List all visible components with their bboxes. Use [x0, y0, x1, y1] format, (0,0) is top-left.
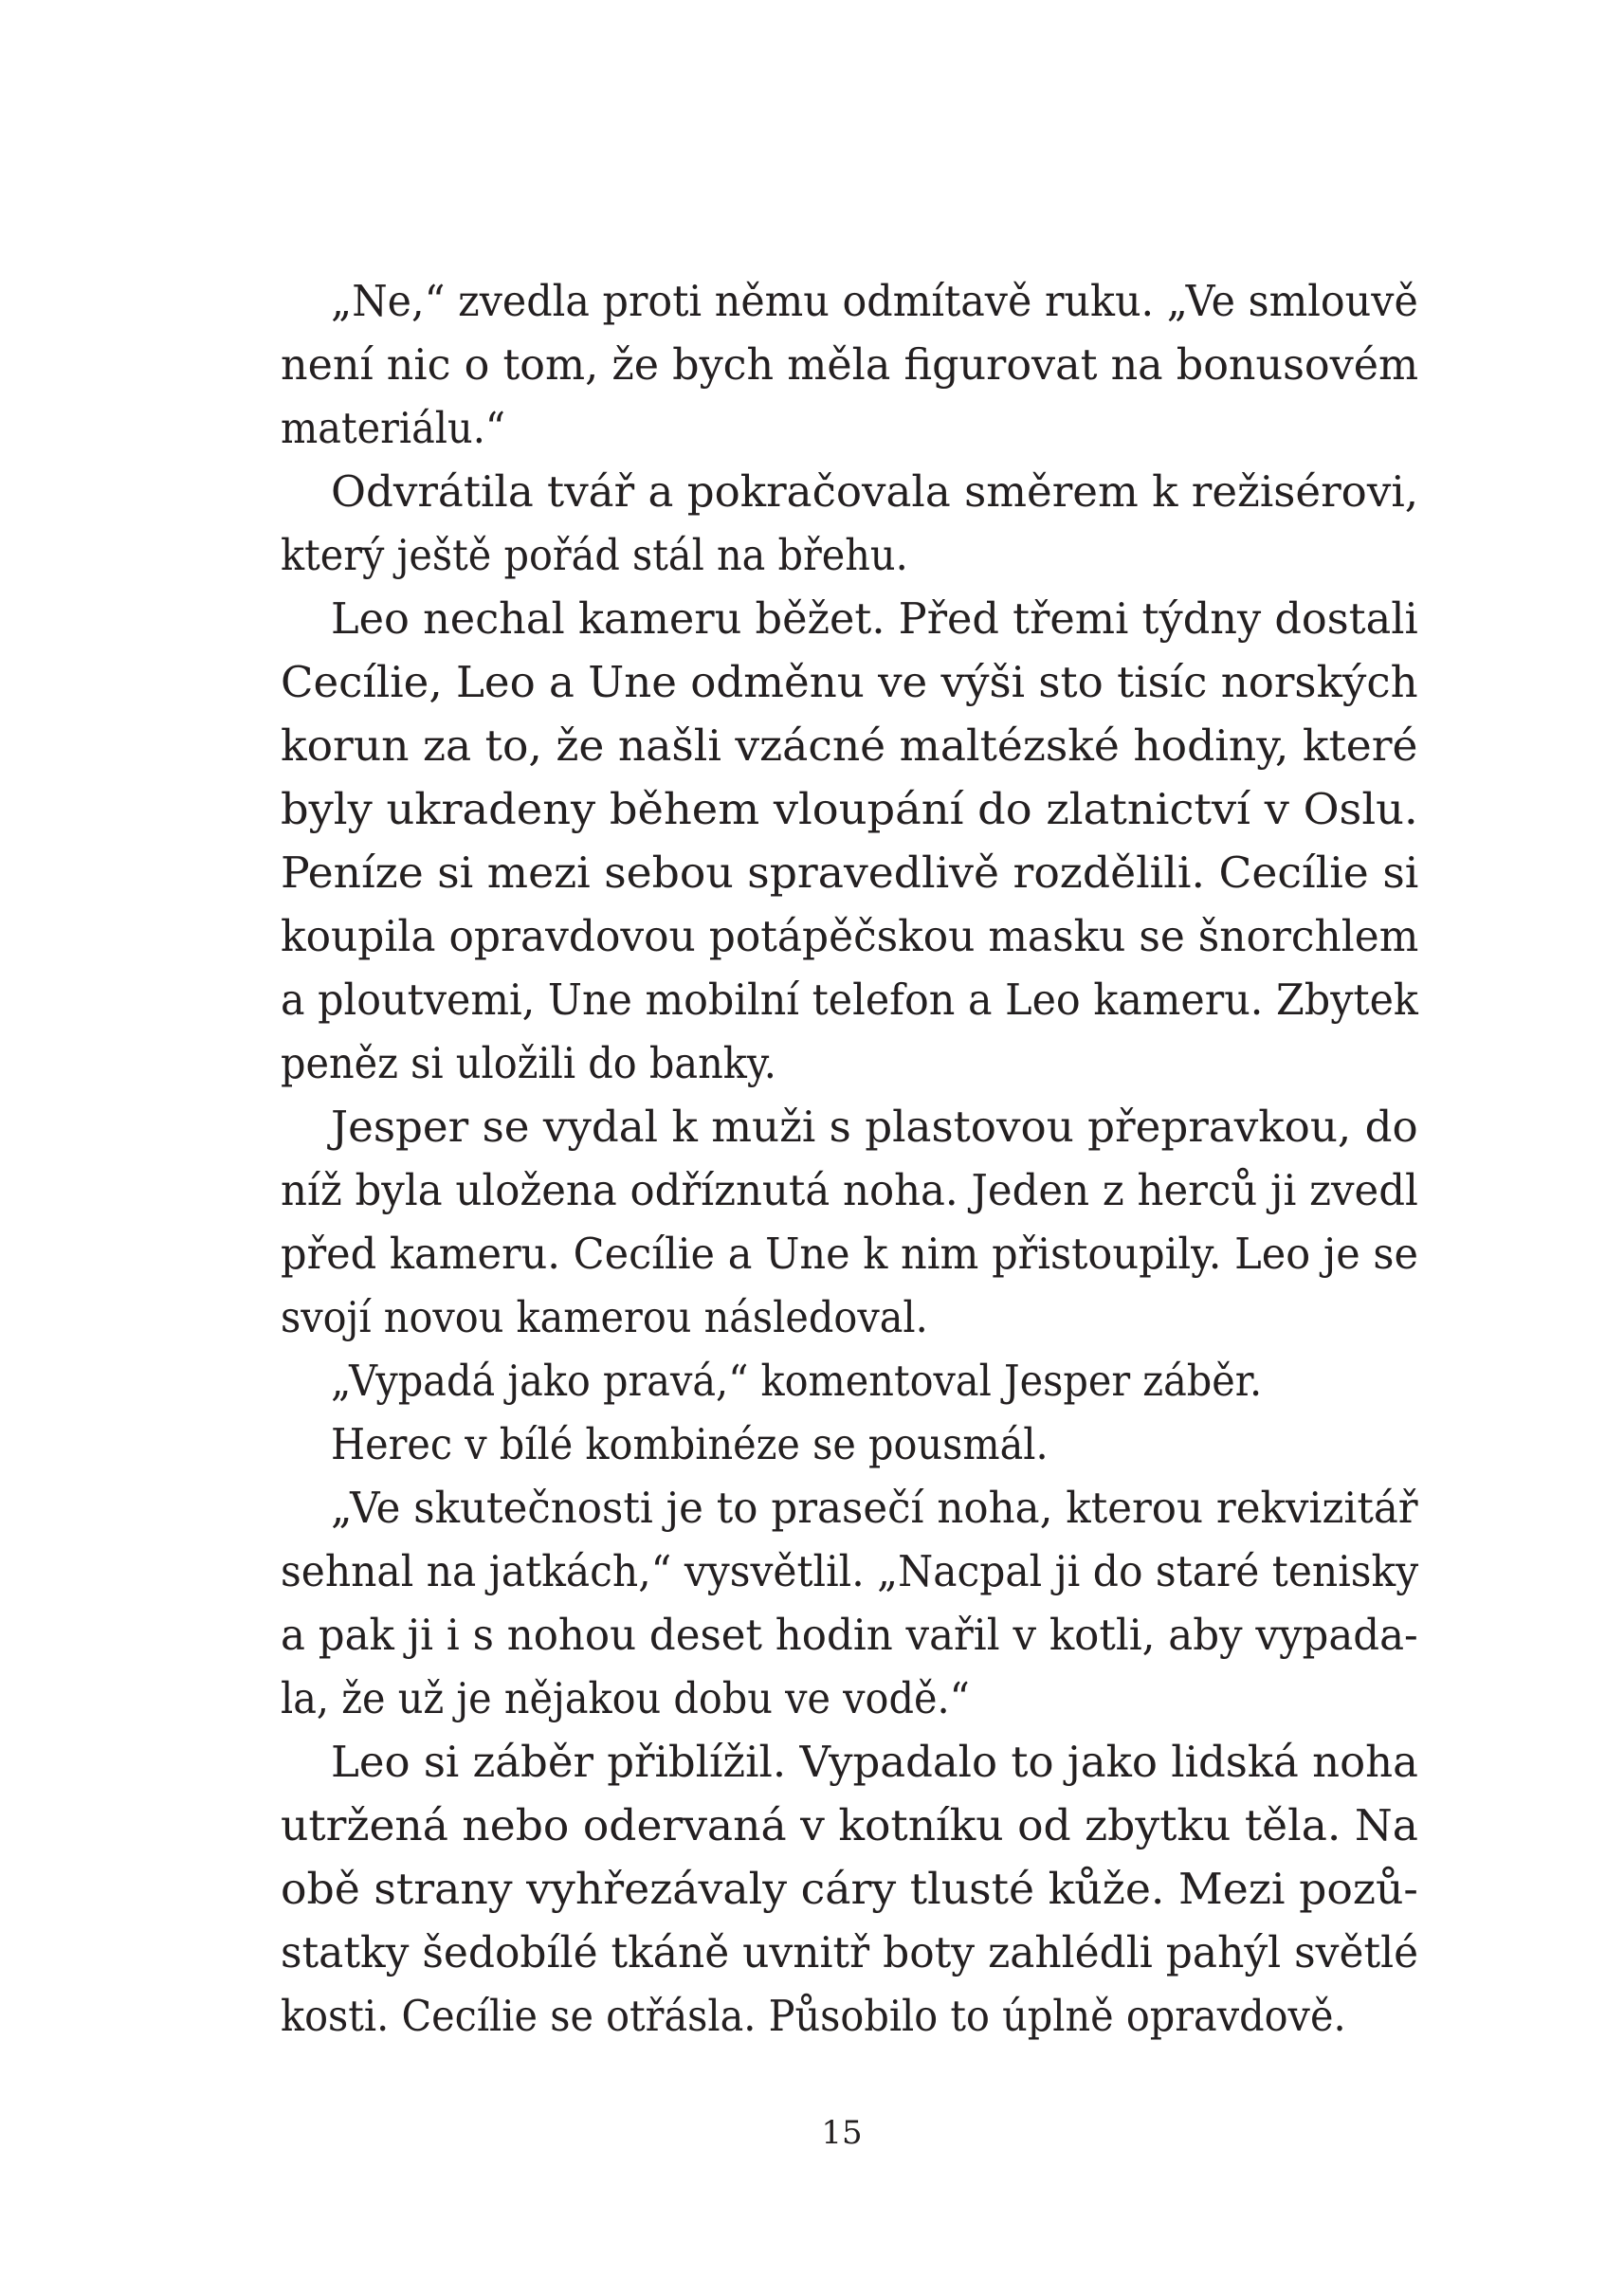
- text-line: před kameru. Cecílie a Une k nim přistoupily. Leo je se: [281, 1229, 1418, 1279]
- text-line: Leo nechal kameru běžet. Před třemi týdny dostali: [331, 593, 1418, 644]
- text-line: a ploutvemi, Une mobilní telefon a Leo kameru. Zbytek: [281, 975, 1418, 1025]
- text-line: materiálu.“: [281, 403, 506, 453]
- text-line: níž byla uložena odříznutá noha. Jeden z herců ji zvedl: [281, 1165, 1418, 1215]
- text-line: kosti. Cecílie se otřásla. Působilo to úplně opravdově.: [281, 1991, 1346, 2041]
- text-line: a pak ji i s nohou deset hodin vařil v kotli, aby vypada-: [281, 1610, 1418, 1660]
- text-line: Cecílie, Leo a Une odměnu ve výši sto tisíc norských: [281, 657, 1418, 707]
- text-line: Leo si záběr přiblížil. Vypadalo to jako lidská noha: [331, 1737, 1418, 1787]
- text-line: statky šedobílé tkáně uvnitř boty zahlédli pahýl světlé: [281, 1927, 1419, 1977]
- text-line: korun za to, že našli vzácné maltézské hodiny, které: [281, 720, 1418, 771]
- text-line: „Ne,“ zvedla proti němu odmítavě ruku. „Ve smlouvě: [331, 276, 1418, 326]
- text-line: koupila opravdovou potápěčskou masku se šnorchlem: [281, 911, 1419, 961]
- text-line: svojí novou kamerou následoval.: [281, 1292, 928, 1342]
- text-line: „Ve skutečnosti je to prasečí noha, kterou rekvizitář: [331, 1483, 1418, 1533]
- text-line: byly ukradeny během vloupání do zlatnictví v Oslu.: [281, 784, 1418, 834]
- page-number: 15: [821, 2114, 863, 2152]
- text-line: Peníze si mezi sebou spravedlivě rozdělili. Cecílie si: [281, 847, 1419, 898]
- text-line: obě strany vyhřezávaly cáry tlusté kůže. Mezi pozů-: [281, 1864, 1418, 1914]
- text-line: Odvrátila tvář a pokračovala směrem k režisérovi,: [331, 466, 1419, 517]
- text-line: Herec v bílé kombinéze se pousmál.: [331, 1419, 1049, 1469]
- text-line: „Vypadá jako pravá,“ komentoval Jesper záběr.: [331, 1356, 1263, 1406]
- text-line: který ještě pořád stál na břehu.: [281, 530, 908, 580]
- text-line: Jesper se vydal k muži s plastovou přepravkou, do: [331, 1102, 1418, 1152]
- text-line: la, že už je nějakou dobu ve vodě.“: [281, 1673, 970, 1723]
- text-line: sehnal na jatkách,“ vysvětlil. „Nacpal ji do staré tenisky: [281, 1546, 1419, 1596]
- text-line: není nic o tom, že bych měla figurovat na bonusovém: [281, 339, 1419, 390]
- text-line: utržená nebo odervaná v kotníku od zbytku těla. Na: [281, 1800, 1418, 1850]
- text-line: peněz si uložili do banky.: [281, 1038, 776, 1088]
